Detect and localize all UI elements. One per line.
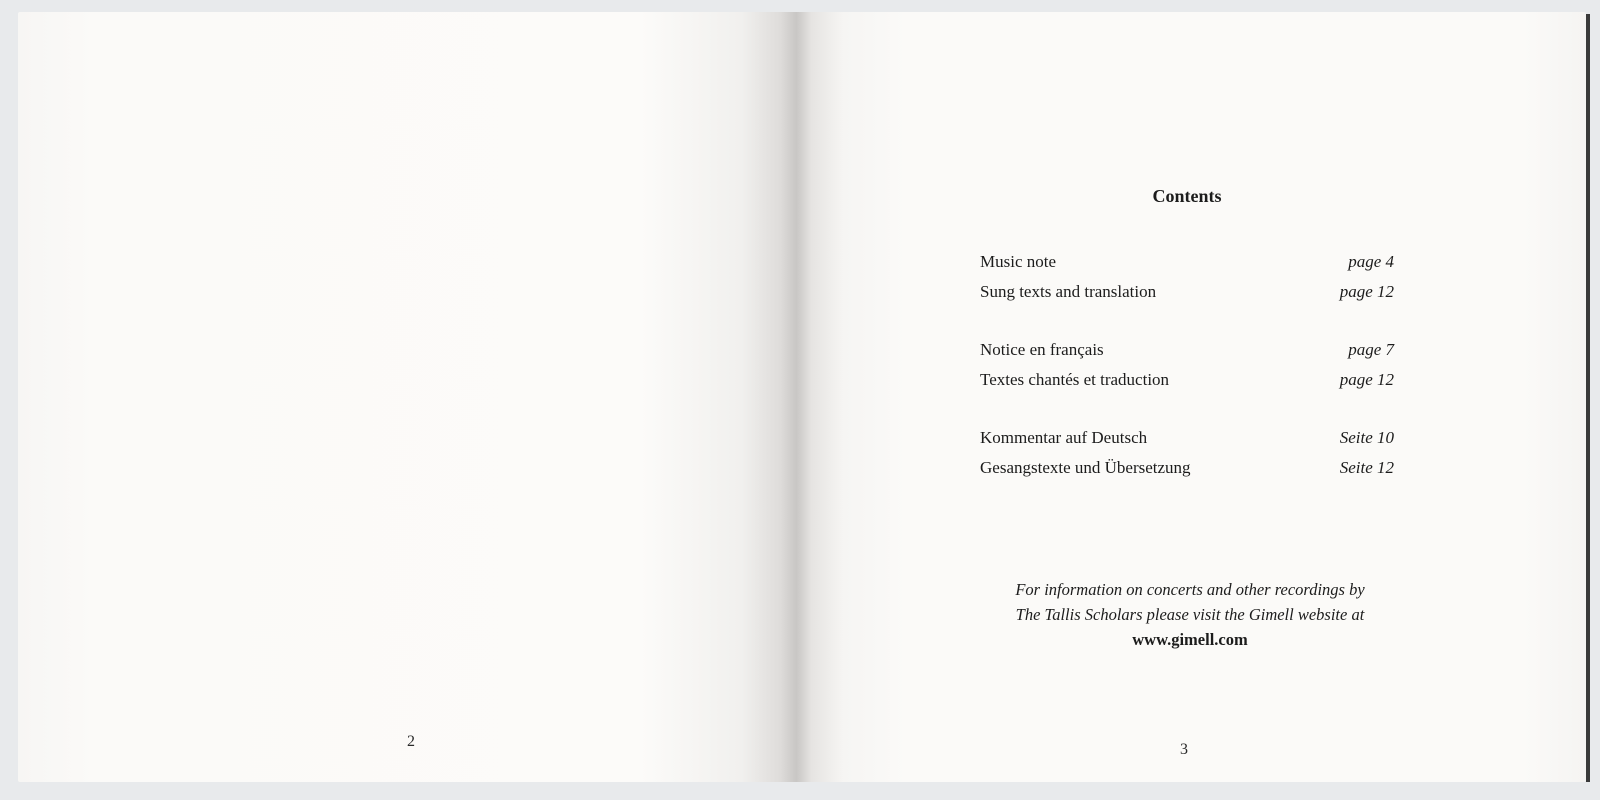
contents-title: Contents	[1152, 186, 1222, 206]
page-number-left: 2	[407, 733, 415, 750]
toc-entry-page: page 4	[1348, 252, 1394, 271]
toc-group-french	[980, 335, 1394, 395]
website-note-line-2: The Tallis Scholars please visit the Gimell website at	[1015, 605, 1365, 624]
page-number-right: 3	[1180, 741, 1188, 758]
toc-entry-label: Sung texts and translation	[980, 282, 1157, 301]
toc-entry-label: Gesangstexte und Übersetzung	[980, 458, 1191, 477]
toc-entry-page: Seite 12	[1339, 458, 1394, 477]
toc-entry-label: Textes chantés et traduction	[980, 370, 1170, 389]
toc-entry-label: Music note	[980, 252, 1057, 271]
contents-section	[980, 186, 1394, 511]
toc-entry	[980, 423, 1394, 453]
toc-entry	[980, 277, 1394, 307]
page-edge-shadow	[1586, 14, 1590, 782]
toc-group-english	[980, 247, 1394, 307]
toc-entry-label: Notice en français	[980, 340, 1104, 359]
left-page	[18, 12, 796, 782]
website-note	[960, 577, 1420, 652]
toc-entry	[980, 335, 1394, 365]
toc-entry-page: page 12	[1339, 370, 1394, 389]
toc-group-german	[980, 423, 1394, 483]
toc-entry-label: Kommentar auf Deutsch	[980, 428, 1148, 447]
toc-entry-page: page 7	[1348, 340, 1394, 359]
website-url: www.gimell.com	[1132, 630, 1248, 649]
toc-entry	[980, 365, 1394, 395]
toc-entry	[980, 453, 1394, 483]
toc-entry	[980, 247, 1394, 277]
website-note-line-1: For information on concerts and other recordings by	[1015, 580, 1365, 599]
toc-entry-page: Seite 10	[1339, 428, 1394, 447]
toc-entry-page: page 12	[1339, 282, 1394, 301]
